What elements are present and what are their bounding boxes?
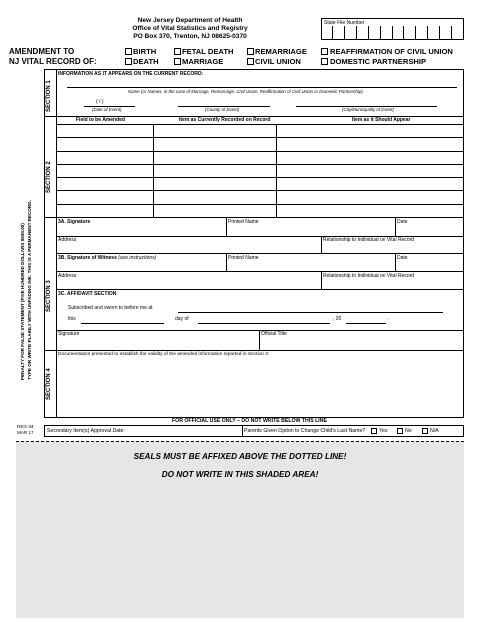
form-revision: MAR 17	[17, 430, 34, 435]
seal-shaded-area	[16, 441, 464, 618]
table-cell[interactable]	[56, 164, 153, 177]
date-placeholder: ( / )	[96, 99, 104, 105]
state-file-number-cells[interactable]	[332, 26, 463, 40]
div	[395, 253, 396, 271]
seals-notice: SEALS MUST BE AFFIXED ABOVE THE DOTTED LINE!	[133, 452, 347, 461]
div	[226, 253, 227, 271]
state-file-number-cell[interactable]	[344, 26, 356, 40]
civil-union-checkbox[interactable]	[247, 58, 254, 65]
city-caption: (City/Municipality of Event)	[342, 107, 394, 112]
table-cell[interactable]	[153, 137, 276, 150]
marriage-option: MARRIAGE	[182, 57, 224, 66]
div	[395, 217, 396, 236]
notary-signature-label: Signature	[58, 331, 80, 337]
table-column-line	[276, 124, 277, 217]
state-file-number-cell[interactable]	[332, 26, 344, 40]
col-field-to-amend: Field to be Amended	[76, 117, 125, 123]
printed-name-3a-label: Printed Name	[228, 219, 259, 225]
section-4-label: SECTION 4	[46, 368, 52, 400]
reaffirmation-option: REAFFIRMATION OF CIVIL UNION	[330, 47, 453, 56]
section-2-label: SECTION 2	[46, 161, 52, 193]
relationship-3a-label: Relationship to Individual on Vital Record	[323, 237, 415, 243]
yes-checkbox[interactable]	[371, 428, 377, 434]
div	[259, 330, 260, 350]
address-3b-label: Address	[58, 273, 77, 279]
amendment-table	[56, 116, 464, 217]
row-line	[56, 289, 464, 290]
agency-name: New Jersey Department of Health	[137, 17, 243, 24]
state-file-number-cell[interactable]	[392, 26, 404, 40]
year-line[interactable]	[346, 323, 386, 324]
month-line[interactable]	[198, 323, 330, 324]
table-cell[interactable]	[276, 190, 464, 203]
sworn-text: Subscribed and sworn to before me at	[68, 305, 153, 311]
table-cell[interactable]	[56, 190, 153, 203]
table-cell[interactable]	[56, 137, 153, 150]
year-prefix: , 20	[333, 316, 342, 322]
death-option: DEATH	[133, 57, 159, 66]
date-3b-label: Date	[397, 255, 408, 261]
section-1-label: SECTION 1	[46, 80, 52, 112]
this-text: this	[68, 316, 76, 322]
state-file-number-label: State File Number	[324, 20, 365, 26]
section-3-label: SECTION 3	[46, 280, 52, 312]
table-cell[interactable]	[56, 177, 153, 190]
fetal-death-checkbox[interactable]	[174, 48, 181, 55]
amendment-title: AMENDMENT TO	[9, 47, 75, 56]
row-line	[56, 330, 464, 331]
table-cell[interactable]	[276, 124, 464, 137]
reaffirmation-checkbox[interactable]	[321, 48, 328, 55]
year-period: .	[388, 316, 390, 322]
table-cell[interactable]	[153, 190, 276, 203]
no-label: No	[405, 428, 412, 434]
table-cell[interactable]	[56, 151, 153, 164]
div	[242, 425, 243, 437]
row-line	[56, 253, 464, 254]
secondary-approval-label: Secondary Item(s) Approval Date:	[47, 428, 125, 434]
domestic-partnership-checkbox[interactable]	[321, 58, 328, 65]
printed-name-3b-label: Printed Name	[228, 255, 259, 261]
sworn-location-line[interactable]	[178, 312, 443, 313]
table-cell[interactable]	[153, 124, 276, 137]
table-cell[interactable]	[153, 164, 276, 177]
table-cell[interactable]	[276, 177, 464, 190]
state-file-number-cell[interactable]	[356, 26, 368, 40]
state-file-number-cell[interactable]	[451, 26, 463, 40]
form-number: REG-34	[17, 424, 34, 429]
state-file-number-cell[interactable]	[427, 26, 439, 40]
table-cell[interactable]	[276, 137, 464, 150]
name-line[interactable]	[67, 87, 457, 88]
birth-option: BIRTH	[133, 47, 157, 56]
table-cell[interactable]	[276, 164, 464, 177]
no-checkbox[interactable]	[397, 428, 403, 434]
domestic-partnership-option: DOMESTIC PARTNERSHIP	[330, 57, 427, 66]
death-checkbox[interactable]	[125, 58, 132, 65]
amendment-record-of: NJ VITAL RECORD OF:	[9, 57, 97, 66]
birth-checkbox[interactable]	[125, 48, 132, 55]
table-cell[interactable]	[153, 151, 276, 164]
state-file-number-box[interactable]	[321, 18, 464, 40]
col-currently-recorded: Item as Currently Recorded on Record	[179, 117, 271, 123]
section-3-bottom	[44, 350, 464, 351]
remarriage-option: REMARRIAGE	[255, 47, 307, 56]
signature-3b-note: (see instructions)	[118, 255, 157, 261]
signature-3a-label: 3A. Signature	[58, 219, 91, 225]
day-of-text: day of	[175, 316, 189, 322]
date-3a-label: Date	[397, 219, 408, 225]
table-cell[interactable]	[56, 124, 153, 137]
name-caption: Name (or Names, in the case of Marriage, Remarriage, Civil Union, Reaffirmation of Civil Union or Domestic Partnership)	[128, 89, 363, 94]
row-line	[56, 271, 464, 272]
office-name: Office of Vital Statistics and Registry	[132, 25, 248, 32]
penalty-statement: PENALTY FOR FALSE STATEMENT (FIVE HUNDRED DOLLARS $500.00)	[20, 223, 25, 380]
state-file-number-cell[interactable]	[415, 26, 427, 40]
div	[321, 271, 322, 289]
type-or-write-notice: TYPE OR WRITE PLAINLY WITH UNFADING INK. THIS IS A PERMANENT RECORD.	[27, 200, 32, 380]
table-cell[interactable]	[56, 204, 153, 217]
table-column-line	[153, 124, 154, 217]
table-cell[interactable]	[276, 204, 464, 217]
official-use-banner: FOR OFFICIAL USE ONLY – DO NOT WRITE BELOW THIS LINE	[172, 418, 327, 424]
marriage-checkbox[interactable]	[174, 58, 181, 65]
col-should-appear: Item as it Should Appear	[352, 117, 411, 123]
table-cell[interactable]	[153, 177, 276, 190]
table-cell[interactable]	[276, 151, 464, 164]
signature-3b-text: 3B. Signature of Witness	[58, 255, 117, 261]
na-label: N/A	[430, 428, 439, 434]
do-not-write-notice: DO NOT WRITE IN THIS SHADED AREA!	[161, 470, 319, 479]
section-1-title: INFORMATION AS IT APPEARS ON THE CURRENT RECORD:	[58, 71, 204, 77]
affidavit-label: 3C. AFFIDAVIT SECTION	[58, 291, 117, 297]
office-address: PO Box 370, Trenton, NJ 08625-0370	[133, 33, 247, 40]
relationship-3b-label: Relationship to Individual on Vital Record	[323, 273, 415, 279]
date-caption: (Date of Event)	[92, 107, 122, 112]
remarriage-checkbox[interactable]	[247, 48, 254, 55]
address-3a-label: Address	[58, 237, 77, 243]
day-line[interactable]	[81, 323, 164, 324]
state-file-number-cell[interactable]	[380, 26, 392, 40]
yes-label: Yes	[379, 428, 388, 434]
div	[226, 217, 227, 236]
signature-3b-label	[58, 255, 156, 261]
parents-option-label: Parents Given Option to Change Child's Last Name?	[244, 428, 366, 434]
county-caption: (County of Event)	[205, 107, 240, 112]
civil-union-option: CIVIL UNION	[255, 57, 301, 66]
table-cell[interactable]	[153, 204, 276, 217]
fetal-death-option: FETAL DEATH	[182, 47, 234, 56]
state-file-number-cell[interactable]	[439, 26, 451, 40]
state-file-number-cell[interactable]	[368, 26, 380, 40]
na-checkbox[interactable]	[422, 428, 428, 434]
div	[321, 236, 322, 253]
state-file-number-cell[interactable]	[403, 26, 415, 40]
documentation-label: Documentation presented to establish the validity of the amended information reported in Section 2:	[58, 352, 270, 357]
official-title-label: Official Title	[261, 331, 287, 337]
section-2-bottom	[44, 217, 464, 218]
